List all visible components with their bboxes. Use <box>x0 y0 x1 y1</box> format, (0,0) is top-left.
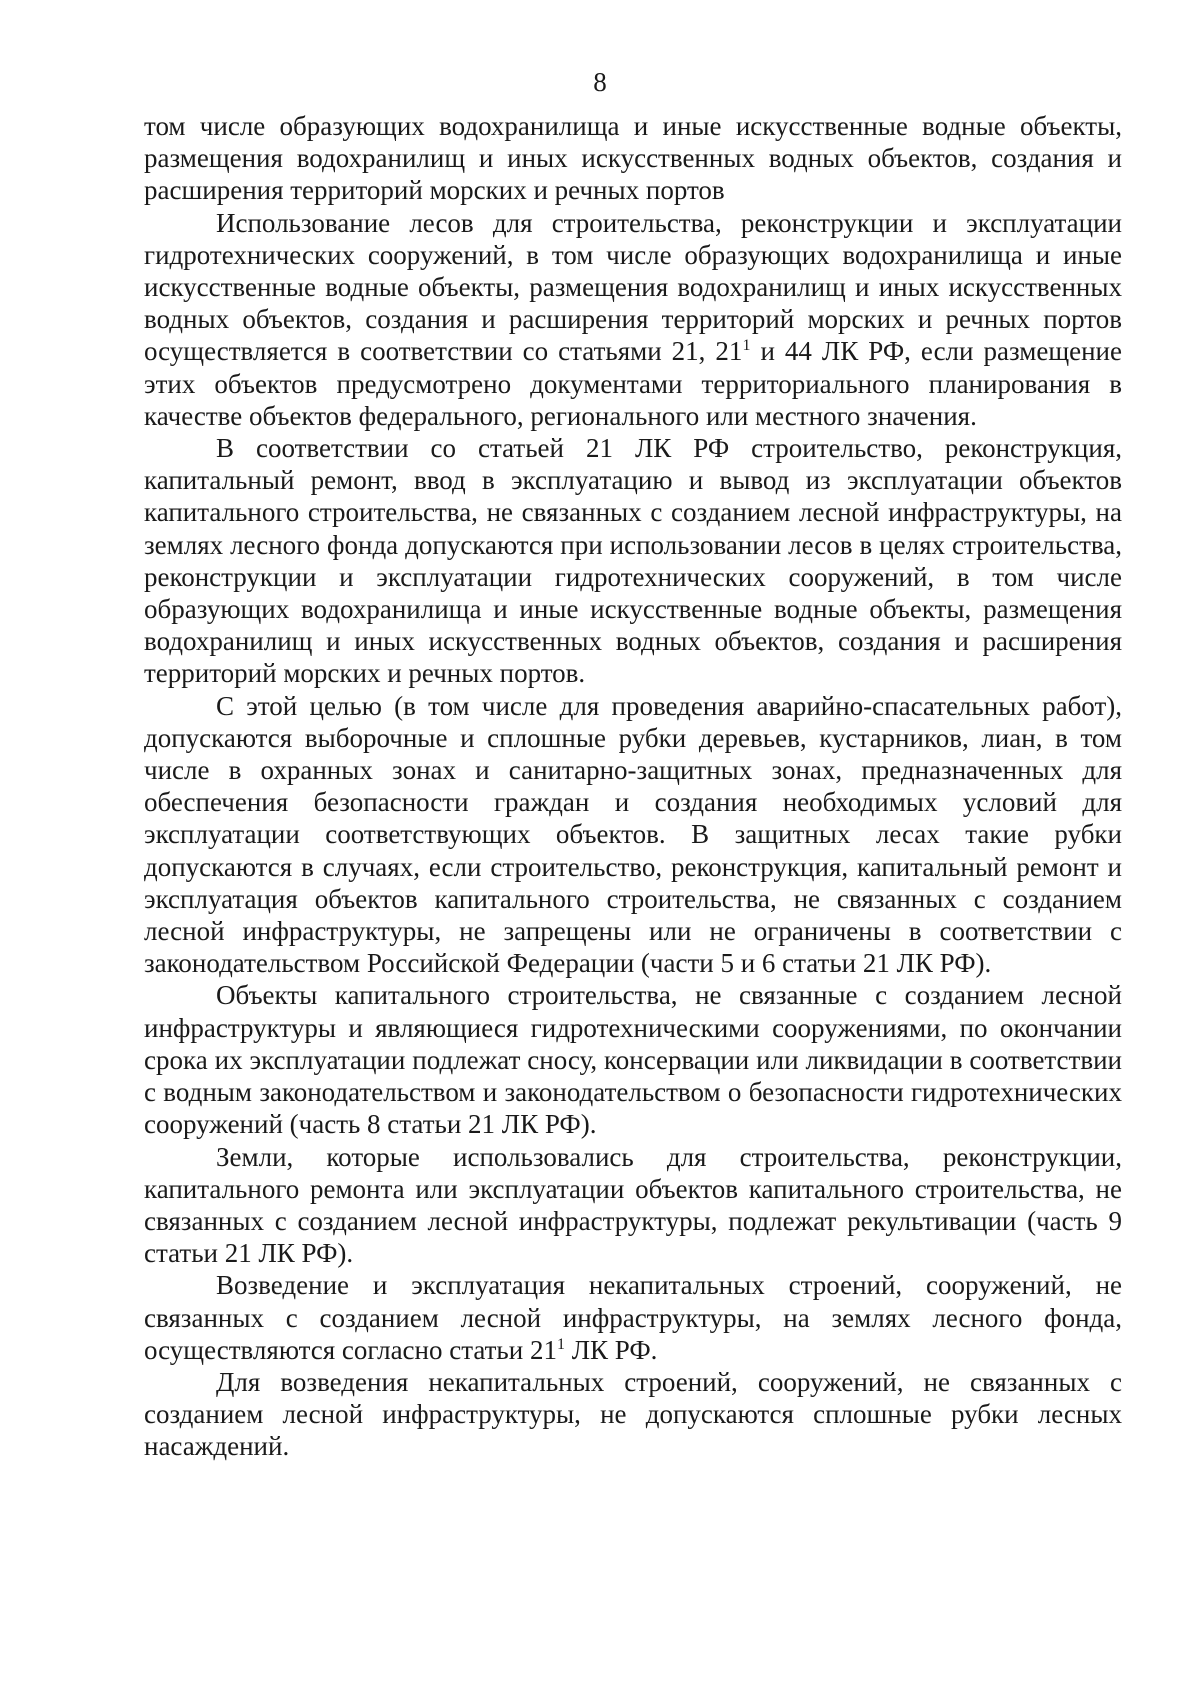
paragraph <box>144 979 1122 1140</box>
superscript-index: 1 <box>556 1335 565 1353</box>
paragraph <box>144 1366 1122 1463</box>
paragraph-text: Для возведения некапитальных строений, сооружений, не связанных с созданием лесной инфраструктуры, не допускаются сплошные рубки лесных насаждений. <box>144 1366 1122 1462</box>
paragraph-text: В соответствии со статьей 21 ЛК РФ строительство, реконструкция, капитальный ремонт, ввод в эксплуатацию и вывод из эксплуатации объектов капитального строительства, не связанных с созданием лесной инфраструктуры, на землях лесного фонда допускаются при использовании лесов в целях строительства, реконструкции и эксплуатации гидротехнических сооружений, в том числе образующих водохранилища и иные искусственные водные объекты, размещения водохранилищ и иных искусственных водных объектов, создания и расширения территорий морских и речных портов. <box>144 433 1122 689</box>
paragraph-text: ЛК РФ. <box>564 1334 658 1365</box>
paragraph-text: Использование лесов для строительства, реконструкции и эксплуатации гидротехнических сооружений, в том числе образующих водохранилища и иные искусственные водные объекты, размещения водохранилищ и иных искусственных водных объектов, создания и расширения территорий морских и речных портов осуществляется в соответствии со статьями 21, 21 <box>144 207 1122 367</box>
paragraph-text: Объекты капитального строительства, не связанные с созданием лесной инфраструктуры и являющиеся гидротехническими сооружениями, по окончании срока их эксплуатации подлежат сносу, консервации или ликвидации в соответствии с водным законодательством и законодательством о безопасности гидротехнических сооружений (часть 8 статьи 21 ЛК РФ). <box>144 980 1122 1140</box>
paragraph <box>144 1141 1122 1270</box>
paragraph <box>144 207 1122 432</box>
paragraph <box>144 110 1122 207</box>
paragraph-text: С этой целью (в том числе для проведения аварийно-спасательных работ), допускаются выборочные и сплошные рубки деревьев, кустарников, лиан, в том числе в охранных зонах и санитарно-защитных зонах, предназначенных для обеспечения безопасности граждан и создания необходимых условий для эксплуатации соответствующих объектов. В защитных лесах такие рубки допускаются в случаях, если строительство, реконструкция, капитальный ремонт и эксплуатация объектов капитального строительства, не связанных с созданием лесной инфраструктуры, не запрещены или не ограничены в соответствии с законодательством Российской Федерации (части 5 и 6 статьи 21 ЛК РФ). <box>144 690 1122 979</box>
document-body <box>144 110 1122 1463</box>
paragraph <box>144 432 1122 690</box>
superscript-index: 1 <box>742 337 751 355</box>
page-number: 8 <box>593 67 607 97</box>
paragraph-text: Возведение и эксплуатация некапитальных строений, сооружений, не связанных с созданием лесной инфраструктуры, на землях лесного фонда, осуществляются согласно статьи 21 <box>144 1270 1122 1365</box>
paragraph-text: том числе образующих водохранилища и иные искусственные водные объекты, размещения водохранилищ и иных искусственных водных объектов, создания и расширения территорий морских и речных портов <box>144 111 1122 206</box>
paragraph-text: Земли, которые использовались для строительства, реконструкции, капитального ремонта или эксплуатации объектов капитального строительства, не связанных с созданием лесной инфраструктуры, подлежат рекультивации (часть 9 статьи 21 ЛК РФ). <box>144 1141 1122 1269</box>
paragraph <box>144 690 1122 980</box>
paragraph <box>144 1269 1122 1366</box>
paragraph-text: и 44 ЛК РФ, если размещение этих объектов предусмотрено документами территориального планирования в качестве объектов федерального, регионального или местного значения. <box>144 336 1122 431</box>
